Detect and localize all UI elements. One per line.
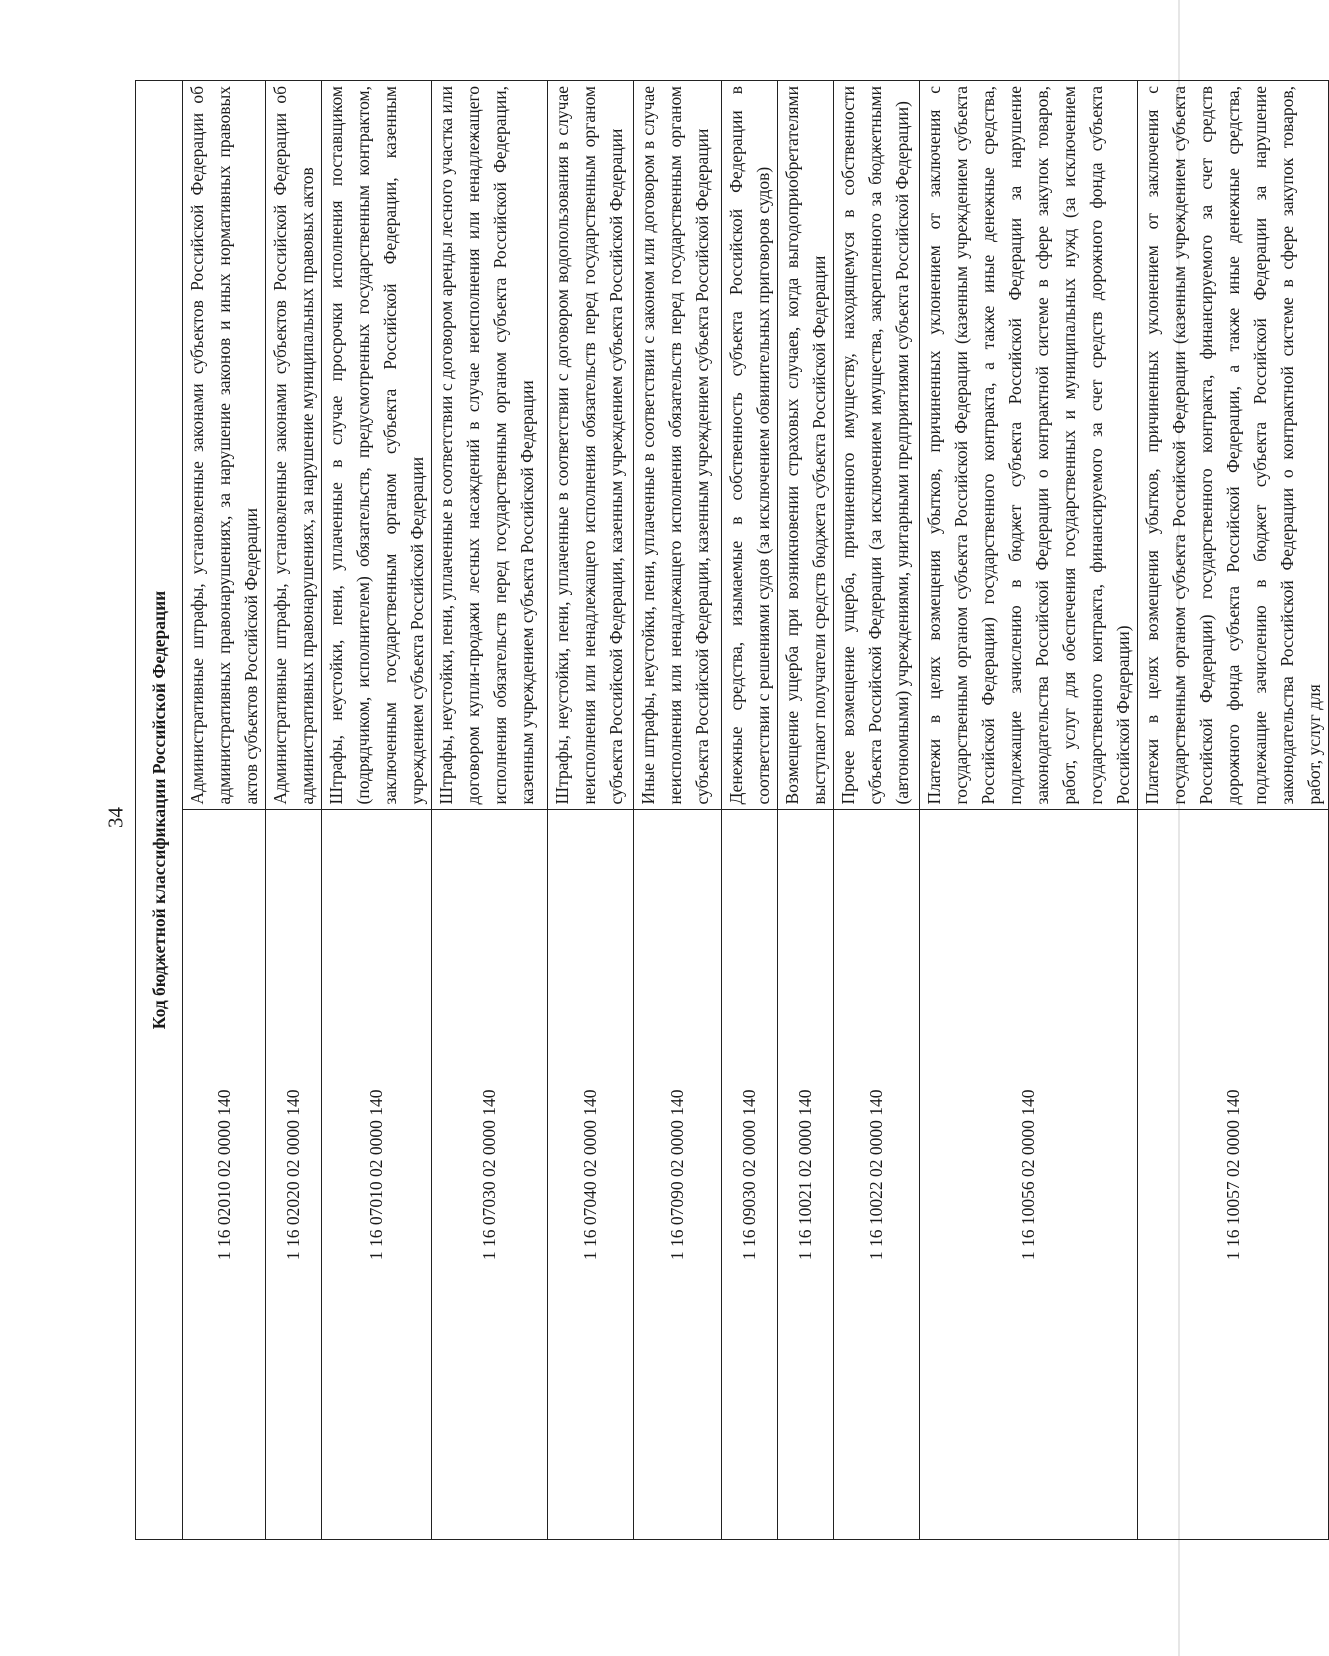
budget-code-cell: 1 16 07090 02 0000 140 bbox=[634, 810, 722, 1540]
description-cell: Административные штрафы, установленные законами субъектов Российской Федерации об административных правонарушениях, за нарушение муниципальных правовых актов bbox=[266, 81, 322, 811]
table-row bbox=[778, 81, 834, 1540]
budget-code-cell: 1 16 10057 02 0000 140 bbox=[1138, 810, 1329, 1540]
table-row bbox=[1138, 81, 1329, 1540]
description-cell: Иные штрафы, неустойки, пени, уплаченные в соответствии с законом или договором в случае неисполнения или ненадлежащего исполнения обязательств перед государственным органом субъекта Российской Федерации, казенным учреждением субъекта Российской Федерации bbox=[634, 81, 722, 811]
budget-code-cell: 1 16 10022 02 0000 140 bbox=[834, 810, 920, 1540]
rotated-page-content bbox=[135, 80, 1324, 1540]
table-row bbox=[722, 81, 778, 1540]
table-row bbox=[548, 81, 634, 1540]
description-cell: Штрафы, неустойки, пени, уплаченные в соответствии с договором водопользования в случае неисполнения или ненадлежащего исполнения обязательств перед государственным органом субъекта Российской Федерации, казенным учреждением субъекта Российской Федерации bbox=[548, 81, 634, 811]
description-cell: Возмещение ущерба при возникновении страховых случаев, когда выгодоприобретателями выступают получатели средств бюджета субъекта Российской Федерации bbox=[778, 81, 834, 811]
budget-classification-table bbox=[135, 80, 1329, 1540]
table-row bbox=[322, 81, 432, 1540]
budget-code-cell: 1 16 07040 02 0000 140 bbox=[548, 810, 634, 1540]
budget-code-cell: 1 16 07010 02 0000 140 bbox=[322, 810, 432, 1540]
budget-code-cell: 1 16 02020 02 0000 140 bbox=[266, 810, 322, 1540]
description-cell: Денежные средства, изымаемые в собственность субъекта Российской Федерации в соответствии с решениями судов (за исключением обвинительных приговоров судов) bbox=[722, 81, 778, 811]
table-row bbox=[432, 81, 548, 1540]
table-header-row bbox=[136, 81, 183, 1540]
table-row bbox=[183, 81, 266, 1540]
budget-code-cell: 1 16 09030 02 0000 140 bbox=[722, 810, 778, 1540]
budget-code-cell: 1 16 07030 02 0000 140 bbox=[432, 810, 548, 1540]
description-cell: Платежи в целях возмещения убытков, причиненных уклонением от заключения с государственным органом субъекта Российской Федерации (казенным учреждением субъекта Российской Федерации) государственного контракта, а также иные денежные средства, подлежащие зачислению в бюджет субъекта Российской Федерации за нарушение законодательства Российской Федерации о контрактной системе в сфере закупок товаров, работ, услуг для обеспечения государственных и муниципальных нужд (за исключением государственного контракта, финансируемого за счет средств дорожного фонда субъекта Российской Федерации) bbox=[920, 81, 1138, 811]
budget-code-cell: 1 16 10056 02 0000 140 bbox=[920, 810, 1138, 1540]
description-cell: Прочее возмещение ущерба, причиненного имуществу, находящемуся в собственности субъекта Российской Федерации (за исключением имущества, закрепленного за бюджетными (автономными) учреждениями, унитарными предприятиями субъекта Российской Федерации) bbox=[834, 81, 920, 811]
table-row bbox=[266, 81, 322, 1540]
description-cell: Административные штрафы, установленные законами субъектов Российской Федерации об административных правонарушениях, за нарушение законов и иных нормативных правовых актов субъектов Российской Федерации bbox=[183, 81, 266, 811]
budget-code-cell: 1 16 10021 02 0000 140 bbox=[778, 810, 834, 1540]
description-cell: Платежи в целях возмещения убытков, причиненных уклонением от заключения с государственным органом субъекта Российской Федерации (казенным учреждением субъекта Российской Федерации) государственного контракта, финансируемого за счет средств дорожного фонда субъекта Российской Федерации, а также иные денежные средства, подлежащие зачислению в бюджет субъекта Российской Федерации за нарушение законодательства Российской Федерации о контрактной системе в сфере закупок товаров, работ, услуг для bbox=[1138, 81, 1329, 811]
table-header: Код бюджетной классификации Российской Федерации bbox=[136, 81, 183, 1540]
description-cell: Штрафы, неустойки, пени, уплаченные в случае просрочки исполнения поставщиком (подрядчиком, исполнителем) обязательств, предусмотренных государственным контрактом, заключенным государственным органом субъекта Российской Федерации, казенным учреждением субъекта Российской Федерации bbox=[322, 81, 432, 811]
description-cell: Штрафы, неустойки, пени, уплаченные в соответствии с договором аренды лесного участка или договором купли-продажи лесных насаждений в случае неисполнения или ненадлежащего исполнения обязательств перед государственным органом субъекта Российской Федерации, казенным учреждением субъекта Российской Федерации bbox=[432, 81, 548, 811]
table-row bbox=[920, 81, 1138, 1540]
table-row bbox=[834, 81, 920, 1540]
page-number: 34 bbox=[103, 807, 128, 828]
budget-code-cell: 1 16 02010 02 0000 140 bbox=[183, 810, 266, 1540]
table-row bbox=[634, 81, 722, 1540]
